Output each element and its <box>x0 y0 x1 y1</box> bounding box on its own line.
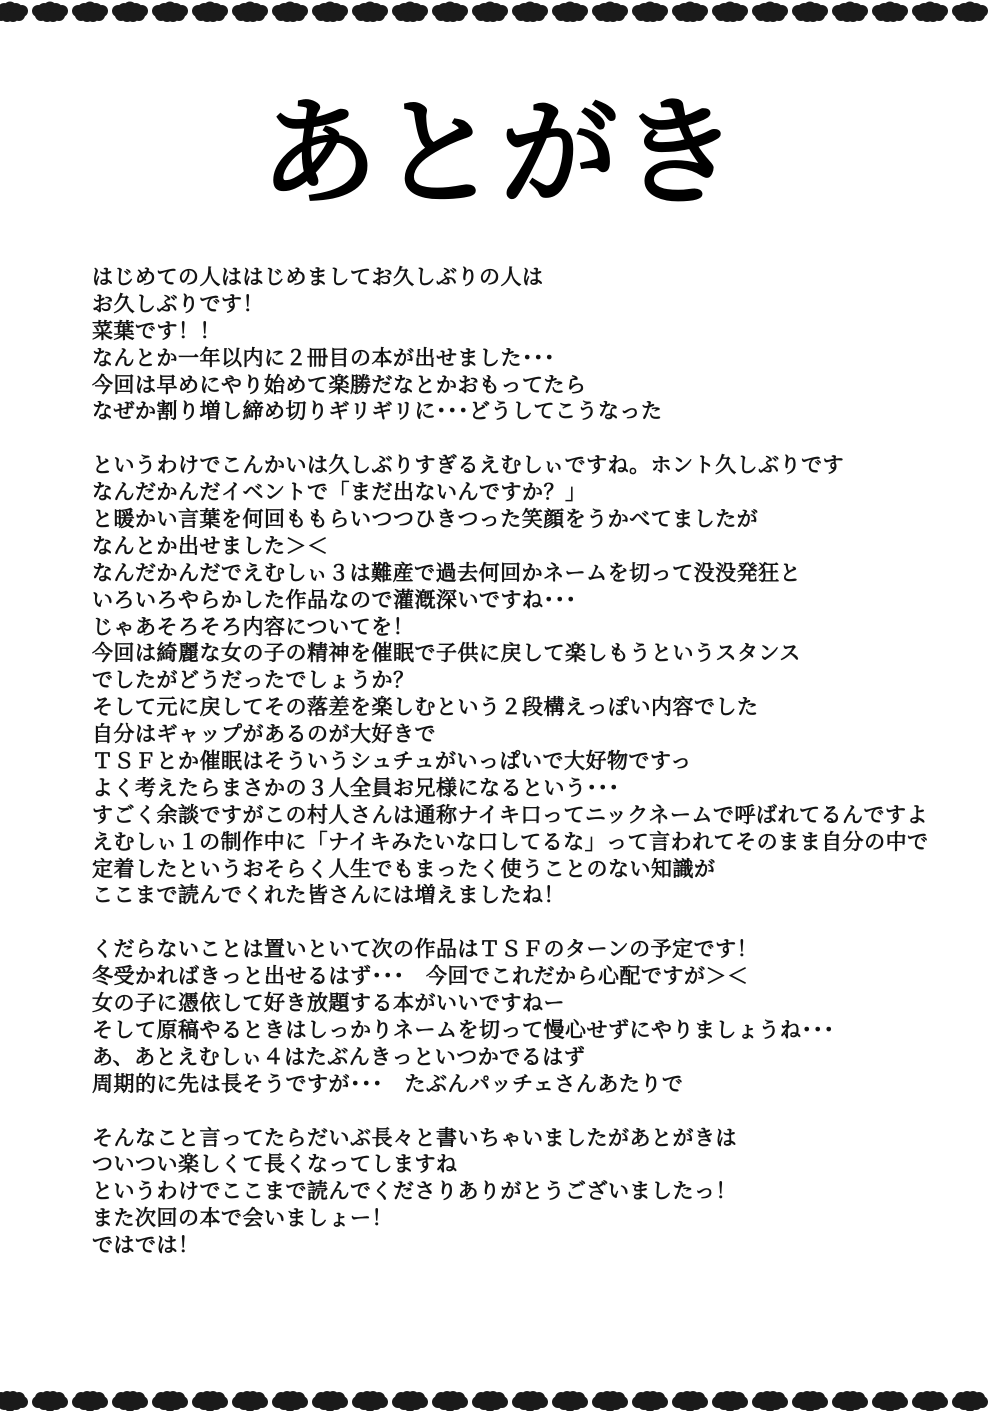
border-scallop <box>413 9 425 21</box>
border-scallop <box>453 9 465 21</box>
border-scallop <box>293 1392 305 1404</box>
border-scallop <box>933 1392 945 1404</box>
text-line: なんとか一年以内に２冊目の本が出せました･･･ <box>92 345 555 370</box>
page-title: あとがき <box>259 84 740 222</box>
border-scallop <box>693 9 705 21</box>
scalloped-border-top <box>0 0 1000 22</box>
text-line: なぜか割り増し締め切りギリギリに･･･どうしてこうなった <box>92 399 663 424</box>
border-scallop <box>533 9 545 21</box>
border-scallop <box>253 1392 265 1404</box>
border-scallop <box>373 9 385 21</box>
text-line: 定着したというおそらく人生でもまったく使うことのない知識が <box>92 856 716 881</box>
border-scallop <box>973 9 985 21</box>
border-scallop <box>93 1392 105 1404</box>
border-scallop <box>813 9 825 21</box>
text-line: すごく余談ですがこの村人さんは通称ナイキ口ってニックネームで呼ばれてるんですよ <box>92 802 928 827</box>
border-scallop <box>13 9 25 21</box>
border-scallop <box>933 9 945 21</box>
border-scallop <box>333 9 345 21</box>
border-scallop <box>573 1392 585 1404</box>
text-line: ついつい楽しくて長くなってしますね <box>92 1152 458 1177</box>
border-scallop <box>213 9 225 21</box>
paragraph-4 <box>92 1125 972 1259</box>
text-line: なんだかんだイベントで「まだ出ないんですか？」 <box>92 480 587 505</box>
border-scallop <box>293 9 305 21</box>
paragraph-gap <box>92 1098 972 1125</box>
border-scallop <box>813 1392 825 1404</box>
border-scallop <box>653 9 665 21</box>
text-line: でしたがどうだったでしょうか？ <box>92 668 415 693</box>
border-scallop <box>173 1392 185 1404</box>
border-scallop <box>453 1392 465 1404</box>
scalloped-border-bottom <box>0 1389 1000 1411</box>
border-scallop <box>93 9 105 21</box>
paragraph-gap <box>92 425 972 452</box>
border-scallop <box>13 1392 25 1404</box>
border-scallop <box>533 1392 545 1404</box>
border-scallop <box>213 1392 225 1404</box>
border-scallop <box>893 1392 905 1404</box>
border-scallop <box>773 1392 785 1404</box>
text-line: というわけでこんかいは久しぶりすぎるえむしぃですね。ホント久しぶりです <box>92 453 845 478</box>
border-scallop <box>973 1392 985 1404</box>
text-line: 菜葉です！！ <box>92 318 221 343</box>
text-line: と暖かい言葉を何回ももらいつつひきつった笑顔をうかべてましたが <box>92 507 759 532</box>
text-line: 今回は早めにやり始めて楽勝だなとかおもってたら <box>92 372 587 397</box>
text-line: そして原稿やるときはしっかりネームを切って慢心せずにやりましょうね･･･ <box>92 1017 835 1042</box>
text-line: ＴＳＦとか催眠はそういうシュチュがいっぱいで大好物ですっ <box>92 749 692 774</box>
text-line: 今回は綺麗な女の子の精神を催眠で子供に戻して楽しもうというスタンス <box>92 641 801 666</box>
border-scallop <box>653 1392 665 1404</box>
paragraph-1 <box>92 264 972 425</box>
border-scallop <box>573 9 585 21</box>
text-line: なんとか出せました＞＜ <box>92 533 329 558</box>
paragraph-gap <box>92 909 972 936</box>
text-line: 冬受かればきっと出せるはず･･･ 今回でこれだから心配ですが＞＜ <box>92 964 749 989</box>
paragraph-3 <box>92 936 972 1097</box>
text-line: なんだかんだでえむしぃ３は難産で過去何回かネームを切って没没発狂と <box>92 560 802 585</box>
border-scallop <box>693 1392 705 1404</box>
text-line: くだらないことは置いといて次の作品はＴＳＦのターンの予定です！ <box>92 937 759 962</box>
paragraph-2 <box>92 452 972 909</box>
border-scallop <box>133 1392 145 1404</box>
text-line: 女の子に憑依して好き放題する本がいいですねー <box>92 991 565 1016</box>
border-scallop <box>253 9 265 21</box>
afterword-body <box>92 264 972 1259</box>
border-scallop <box>893 9 905 21</box>
border-scallop <box>493 9 505 21</box>
border-scallop <box>493 1392 505 1404</box>
border-scallop <box>373 1392 385 1404</box>
border-scallop <box>613 9 625 21</box>
border-scallop <box>173 9 185 21</box>
border-scallop <box>853 9 865 21</box>
text-line: えむしぃ１の制作中に「ナイキみたいな口してるな」って言われてそのまま自分の中で <box>92 829 929 854</box>
border-scallop <box>853 1392 865 1404</box>
border-scallop <box>773 9 785 21</box>
border-scallop <box>53 9 65 21</box>
text-line: また次回の本で会いましょー！ <box>92 1206 393 1231</box>
text-line: はじめての人ははじめましてお久しぶりの人は <box>92 265 544 289</box>
border-scallop <box>413 1392 425 1404</box>
border-scallop <box>613 1392 625 1404</box>
border-scallop <box>333 1392 345 1404</box>
border-scallop <box>133 9 145 21</box>
text-line: そんなこと言ってたらだいぶ長々と書いちゃいましたがあとがきは <box>92 1125 737 1150</box>
text-line: ここまで読んでくれた皆さんには増えましたね！ <box>92 883 565 908</box>
border-scallop <box>733 9 745 21</box>
text-line: ではでは！ <box>92 1233 200 1258</box>
text-line: いろいろやらかした作品なので灌漑深いですね･･･ <box>92 587 577 612</box>
text-line: お久しぶりです！ <box>92 291 264 316</box>
text-line: そして元に戻してその落差を楽しむという２段構えっぽい内容でした <box>92 695 759 720</box>
text-line: 自分はギャップがあるのが大好きで <box>92 722 436 747</box>
border-scallop <box>733 1392 745 1404</box>
text-line: じゃあそろそろ内容についてを！ <box>92 614 415 639</box>
border-scallop <box>53 1392 65 1404</box>
text-line: よく考えたらまさかの３人全員お兄様になるという･･･ <box>92 775 620 800</box>
text-line: あ、あとえむしぃ４はたぶんきっといつかでるはず <box>92 1044 586 1069</box>
text-line: というわけでここまで読んでくださりありがとうございましたっ！ <box>92 1179 737 1204</box>
text-line: 周期的に先は長そうですが･･･ たぶんパッチェさんあたりで <box>92 1071 684 1096</box>
